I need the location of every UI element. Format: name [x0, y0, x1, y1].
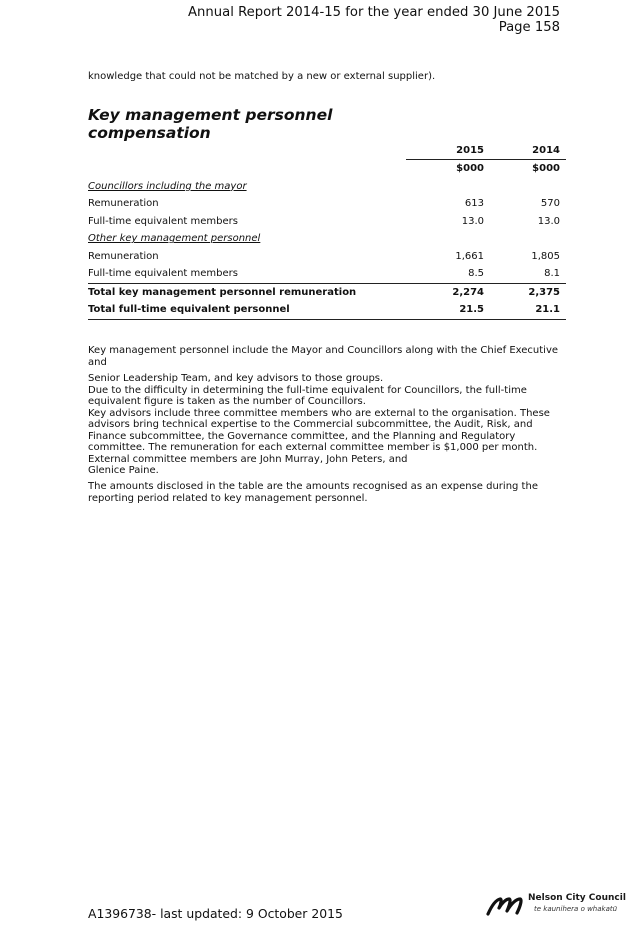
total-fte-row: [88, 301, 566, 319]
document-reference: A1396738- last updated: 9 October 2015: [88, 906, 343, 921]
value-2015: [406, 230, 484, 248]
year-header-row: [88, 142, 566, 160]
row-label: Full-time equivalent members: [88, 268, 238, 280]
report-title: Annual Report 2014-15 for the year ended 30 June 2015: [188, 5, 560, 20]
notes-paragraph: Key management personnel include the Mayor and Councillors along with the Chief Executive and: [88, 345, 559, 368]
table-row: [88, 248, 566, 266]
row-label: Remuneration: [88, 198, 159, 210]
continuation-text: knowledge that could not be matched by a new or external supplier).: [88, 71, 436, 82]
logo-name: Nelson City Council: [528, 893, 626, 903]
nelson-city-council-logo-icon: [486, 895, 526, 917]
total-remuneration-row: [88, 283, 566, 301]
logo-tagline: te kaunihera o whakatū: [534, 905, 618, 913]
value-2014: [484, 230, 566, 248]
total-2015: 21.5: [406, 301, 484, 319]
value-2015: 613: [464, 198, 484, 210]
unit-header-row: [88, 160, 566, 178]
section-title: Key management personnel compensation: [88, 106, 333, 142]
notes-block: [88, 345, 568, 477]
unit-2015-header: $000: [456, 163, 484, 175]
table-row: [88, 265, 566, 283]
row-label: Full-time equivalent members: [88, 215, 238, 227]
subheading-label: Councillors including the mayor: [88, 180, 247, 192]
value-2015: 13.0: [461, 215, 484, 227]
total-label: Total full-time equivalent personnel: [88, 301, 406, 319]
total-2015: 2,274: [406, 283, 484, 301]
table-row: [88, 213, 566, 231]
unit-2014-header: $000: [532, 163, 560, 175]
notes-line: Senior Leadership Team, and key advisors to those groups.: [88, 373, 384, 384]
year-2014-header: 2014: [484, 142, 566, 160]
value-2015: [406, 178, 484, 196]
amounts-note: The amounts disclosed in the table are the amounts recognised as an expense during the reporting period related to key management personnel.: [88, 481, 538, 504]
header-spacer: [88, 160, 406, 178]
row-label: Remuneration: [88, 250, 159, 262]
header-spacer: [88, 142, 406, 160]
value-2015: 8.5: [468, 268, 484, 280]
total-2014: 2,375: [484, 283, 566, 301]
page-number: Page 158: [498, 20, 560, 35]
subheading-label: Other key management personnel: [88, 233, 261, 245]
notes-line: Due to the difficulty in determining the full-time equivalent for Councillors, the full-time equivalent figure is taken as the number of Councillors.: [88, 384, 527, 407]
total-label: Total key management personnel remuneration: [88, 283, 406, 301]
notes-line: External committee members are John Murray, John Peters, and: [88, 453, 408, 465]
page-header: [188, 5, 560, 35]
value-2014: 13.0: [537, 215, 560, 227]
notes-line: Glenice Paine.: [88, 465, 159, 476]
value-2014: 8.1: [544, 268, 560, 280]
value-2014: 1,805: [531, 250, 560, 262]
value-2015: 1,661: [455, 250, 484, 262]
year-2015-header: 2015: [406, 142, 484, 160]
table-row: [88, 195, 566, 213]
value-2014: 570: [540, 198, 560, 210]
table-subheading-row: [88, 230, 566, 248]
council-logo: [486, 893, 626, 919]
table-subheading-row: [88, 178, 566, 196]
notes-line: Key advisors include three committee members who are external to the organisation. These advisors bring technical expertise to the Commercial subcommittee, the Audit, Risk, and Finance subcommittee, the Governance committee, and the Planning and Regulatory committee. The remuneration for each external committee member is $1,000 per month.: [88, 407, 550, 453]
total-2014: 21.1: [484, 301, 566, 319]
compensation-table: [88, 142, 566, 320]
value-2014: [484, 178, 566, 196]
